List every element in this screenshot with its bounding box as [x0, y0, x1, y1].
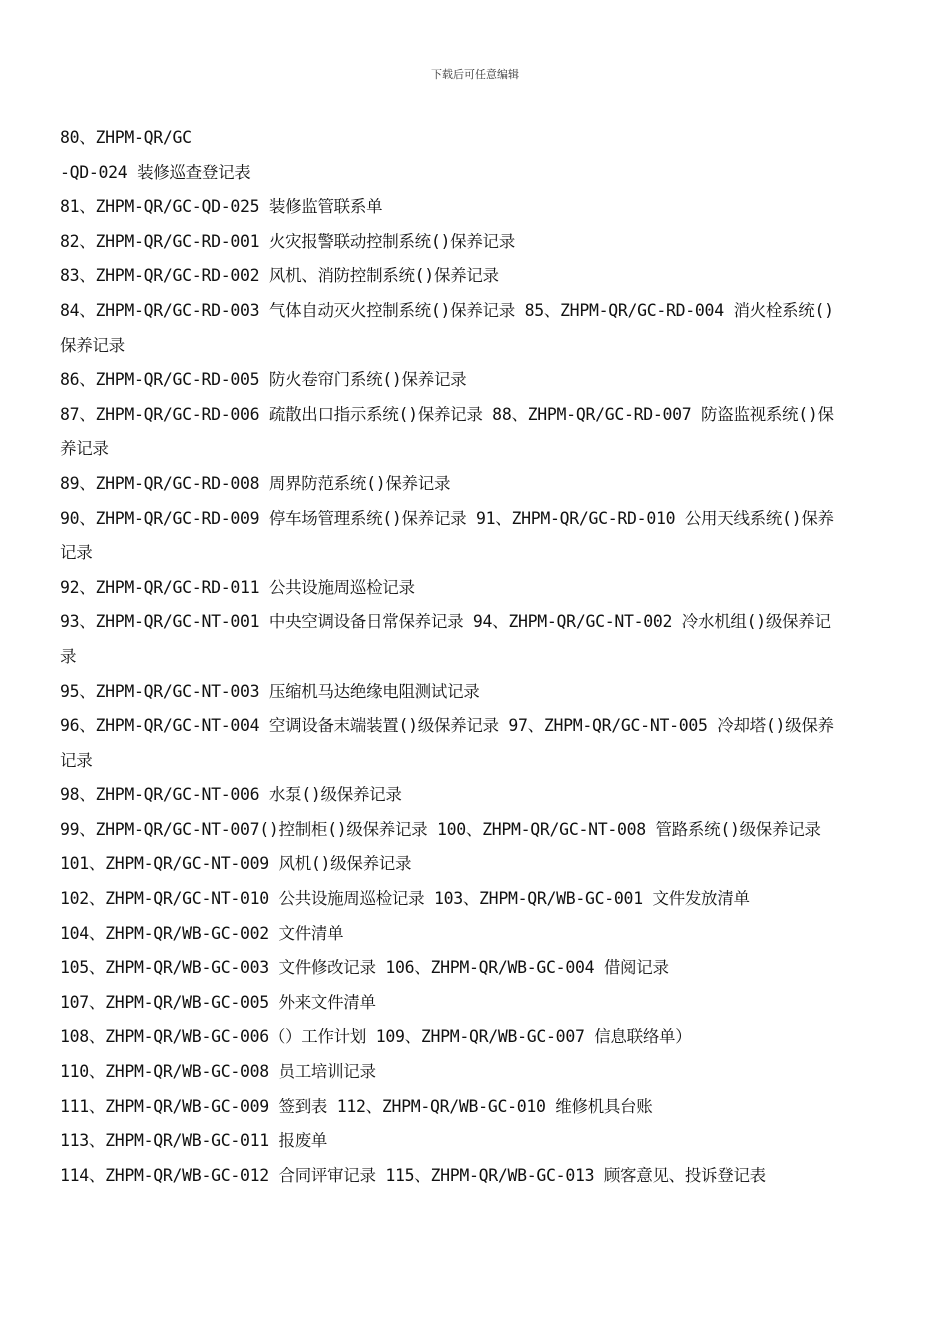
- list-line: 养记录: [60, 439, 109, 459]
- list-line: 82、ZHPM-QR/GC-RD-001 火灾报警联动控制系统()保养记录: [60, 231, 515, 251]
- list-line: 102、ZHPM-QR/GC-NT-010 公共设施周巡检记录 103、ZHPM-QR/WB-GC-001 文件发放清单: [60, 889, 750, 909]
- list-line: 96、ZHPM-QR/GC-NT-004 空调设备末端装置()级保养记录 97、ZHPM-QR/GC-NT-005 冷却塔()级保养: [60, 716, 834, 736]
- list-line: 101、ZHPM-QR/GC-NT-009 风机()级保养记录: [60, 854, 412, 874]
- page-header: 下载后可任意编辑: [431, 68, 519, 81]
- list-line: 99、ZHPM-QR/GC-NT-007()控制柜()级保养记录 100、ZHPM-QR/GC-NT-008 管路系统()级保养记录: [60, 819, 821, 839]
- list-line: 记录: [60, 543, 93, 563]
- list-line: 记录: [60, 750, 93, 770]
- list-line: 107、ZHPM-QR/WB-GC-005 外来文件清单: [60, 992, 376, 1012]
- list-line: 84、ZHPM-QR/GC-RD-003 气体自动灭火控制系统()保养记录 85、ZHPM-QR/GC-RD-004 消火栓系统(): [60, 300, 834, 320]
- list-line: 93、ZHPM-QR/GC-NT-001 中央空调设备日常保养记录 94、ZHPM-QR/GC-NT-002 冷水机组()级保养记: [60, 612, 831, 632]
- list-line: 105、ZHPM-QR/WB-GC-003 文件修改记录 106、ZHPM-QR/WB-GC-004 借阅记录: [60, 958, 669, 978]
- list-line: 113、ZHPM-QR/WB-GC-011 报废单: [60, 1131, 328, 1151]
- list-line: 108、ZHPM-QR/WB-GC-006（）工作计划 109、ZHPM-QR/WB-GC-007 信息联络单）: [60, 1027, 692, 1047]
- list-line: 111、ZHPM-QR/WB-GC-009 签到表 112、ZHPM-QR/WB-GC-010 维修机具台账: [60, 1096, 653, 1116]
- list-line: 92、ZHPM-QR/GC-RD-011 公共设施周巡检记录: [60, 577, 415, 597]
- list-line: 95、ZHPM-QR/GC-NT-003 压缩机马达绝缘电阻测试记录: [60, 681, 480, 701]
- list-line: 98、ZHPM-QR/GC-NT-006 水泵()级保养记录: [60, 785, 402, 805]
- list-line: -QD-024 装修巡查登记表: [60, 162, 251, 182]
- list-line: 录: [60, 646, 77, 666]
- record-list: [60, 121, 880, 1193]
- list-line: 86、ZHPM-QR/GC-RD-005 防火卷帘门系统()保养记录: [60, 370, 467, 390]
- list-line: 83、ZHPM-QR/GC-RD-002 风机、消防控制系统()保养记录: [60, 266, 499, 286]
- list-line: 81、ZHPM-QR/GC-QD-025 装修监管联系单: [60, 197, 383, 217]
- list-line: 110、ZHPM-QR/WB-GC-008 员工培训记录: [60, 1062, 376, 1082]
- list-line: 90、ZHPM-QR/GC-RD-009 停车场管理系统()保养记录 91、ZHPM-QR/GC-RD-010 公用天线系统()保养: [60, 508, 834, 528]
- list-line: 87、ZHPM-QR/GC-RD-006 疏散出口指示系统()保养记录 88、ZHPM-QR/GC-RD-007 防盗监视系统()保: [60, 404, 834, 424]
- list-line: 114、ZHPM-QR/WB-GC-012 合同评审记录 115、ZHPM-QR/WB-GC-013 顾客意见、投诉登记表: [60, 1165, 766, 1185]
- list-line: 80、ZHPM-QR/GC: [60, 128, 192, 147]
- list-line: 89、ZHPM-QR/GC-RD-008 周界防范系统()保养记录: [60, 473, 451, 493]
- list-line: 保养记录: [60, 335, 125, 355]
- list-line: 104、ZHPM-QR/WB-GC-002 文件清单: [60, 923, 344, 943]
